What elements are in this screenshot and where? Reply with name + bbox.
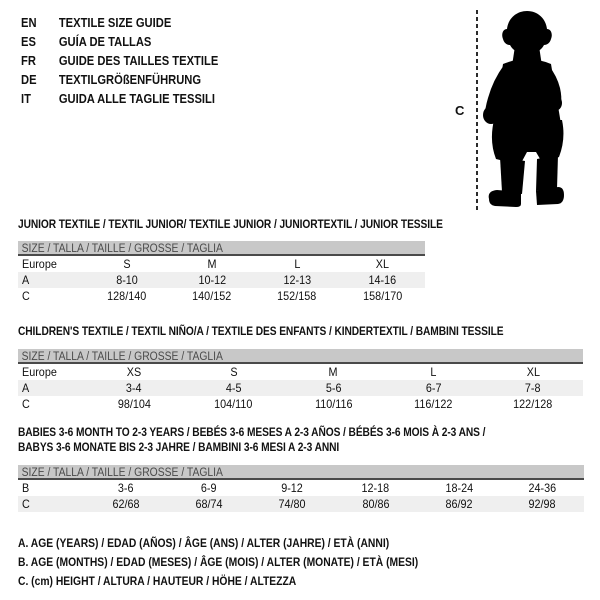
size-cell: M: [328, 365, 338, 379]
value-cell: 9-12: [281, 481, 304, 495]
children-size-table: [18, 349, 583, 412]
legend-line-a: A. AGE (YEARS) / EDAD (AÑOS) / ÂGE (ANS) / ALTER (JAHRE) / ETÀ (ANNI): [18, 536, 390, 550]
language-label: TEXTILE SIZE GUIDE: [58, 15, 172, 30]
table-row-age: [18, 380, 583, 396]
value-cell: 92/98: [528, 497, 556, 511]
value-cell: 140/152: [192, 289, 232, 303]
toddler-silhouette: [470, 8, 580, 210]
language-row-de: [21, 70, 218, 89]
junior-table-title: JUNIOR TEXTILE / TEXTIL JUNIOR/ TEXTILE JUNIOR / JUNIORTEXTIL / JUNIOR TESSILE: [18, 217, 443, 231]
value-cell: 68/74: [195, 497, 223, 511]
value-cell: 4-5: [225, 381, 242, 395]
size-header-label: SIZE / TALLA / TAILLE / GRÖSSE / TAGLIA: [21, 351, 223, 363]
value-cell: 18-24: [445, 481, 473, 495]
value-cell: 122/128: [513, 397, 553, 411]
language-label: TEXTILGRÖßENFÜHRUNG: [58, 72, 202, 87]
value-cell: 14-16: [368, 273, 397, 287]
row-label: Europe: [22, 365, 57, 379]
language-code: IT: [21, 91, 31, 106]
row-label: C: [22, 397, 30, 411]
value-cell: 6-9: [201, 481, 217, 495]
table-row-europe: [18, 364, 583, 380]
row-label: C: [22, 497, 30, 511]
language-row-it: [21, 89, 218, 108]
babies-title-line1: BABIES 3-6 MONTH TO 2-3 YEARS / BEBÉS 3-6 MESES A 2-3 AÑOS / BÉBÉS 3-6 MOIS À 2-3 ANS /: [18, 425, 486, 439]
value-cell: 98/104: [117, 397, 151, 411]
size-cell: XL: [375, 257, 389, 271]
size-cell: XS: [126, 365, 142, 379]
language-row-fr: [21, 51, 218, 70]
measure-legend: [18, 534, 483, 591]
value-cell: 5-6: [325, 381, 342, 395]
junior-size-table: [18, 241, 425, 304]
value-cell: 86/92: [445, 497, 473, 511]
language-code: EN: [21, 15, 37, 30]
size-header-bar: [18, 349, 583, 364]
language-code: DE: [21, 72, 37, 87]
value-cell: 3-6: [117, 481, 134, 495]
row-label: A: [22, 381, 30, 395]
table-row-age: [18, 272, 425, 288]
value-cell: 10-12: [198, 273, 226, 287]
language-code: ES: [21, 34, 36, 49]
language-row-es: [21, 32, 218, 51]
language-label: GUIDE DES TAILLES TEXTILE: [58, 53, 219, 68]
language-code: FR: [21, 53, 36, 68]
language-label: GUÍA DE TALLAS: [58, 34, 152, 49]
value-cell: 110/116: [314, 397, 353, 411]
value-cell: 104/110: [214, 397, 253, 411]
value-cell: 24-36: [528, 481, 557, 495]
table-row-europe: [18, 256, 425, 272]
language-list: [21, 13, 250, 108]
babies-title-line2: BABYS 3-6 MONATE BIS 2-3 JAHRE / BAMBINI 3-6 MESI A 2-3 ANNI: [18, 440, 340, 454]
size-cell: M: [207, 257, 217, 271]
value-cell: 12-18: [361, 481, 390, 495]
value-cell: 80/86: [362, 497, 390, 511]
size-cell: L: [294, 257, 301, 271]
size-header-bar: [18, 241, 425, 256]
value-cell: 128/140: [107, 289, 147, 303]
legend-line-c: C. (cm) HEIGHT / ALTURA / HAUTEUR / HÖHE / ALTEZZA: [18, 574, 297, 588]
babies-size-table: [18, 465, 584, 512]
value-cell: 116/122: [414, 397, 453, 411]
size-cell: L: [430, 365, 437, 379]
table-row-height: [18, 496, 584, 512]
legend-line-b: B. AGE (MONTHS) / EDAD (MESES) / ÂGE (MOIS) / ALTER (MONATE) / ETÀ (MESI): [18, 555, 419, 569]
size-header-bar: [18, 465, 584, 480]
value-cell: 158/170: [362, 289, 402, 303]
value-cell: 7-8: [525, 381, 541, 395]
row-label: Europe: [22, 257, 57, 271]
size-cell: XL: [526, 365, 540, 379]
size-header-label: SIZE / TALLA / TAILLE / GRÖSSE / TAGLIA: [21, 243, 223, 255]
row-label: C: [22, 289, 30, 303]
size-header-label: SIZE / TALLA / TAILLE / GRÖSSE / TAGLIA: [21, 467, 223, 479]
value-cell: 62/68: [112, 497, 140, 511]
size-cell: S: [123, 257, 131, 271]
row-label: A: [22, 273, 30, 287]
row-label: B: [22, 481, 30, 495]
height-measure-label: C: [455, 103, 465, 118]
language-row-en: [21, 13, 218, 32]
table-row-months: [18, 480, 584, 496]
children-table-title: CHILDREN'S TEXTILE / TEXTIL NIÑO/A / TEXTILE DES ENFANTS / KINDERTEXTIL / BAMBINI TESSILE: [18, 324, 504, 338]
babies-table-title: [18, 425, 485, 455]
value-cell: 8-10: [115, 273, 138, 287]
value-cell: 12-13: [283, 273, 311, 287]
language-label: GUIDA ALLE TAGLIE TESSILI: [58, 91, 215, 106]
size-cell: S: [230, 365, 238, 379]
value-cell: 3-4: [126, 381, 142, 395]
table-row-height: [18, 288, 425, 304]
value-cell: 6-7: [425, 381, 442, 395]
value-cell: 74/80: [278, 497, 306, 511]
table-row-height: [18, 396, 583, 412]
value-cell: 152/158: [277, 289, 317, 303]
